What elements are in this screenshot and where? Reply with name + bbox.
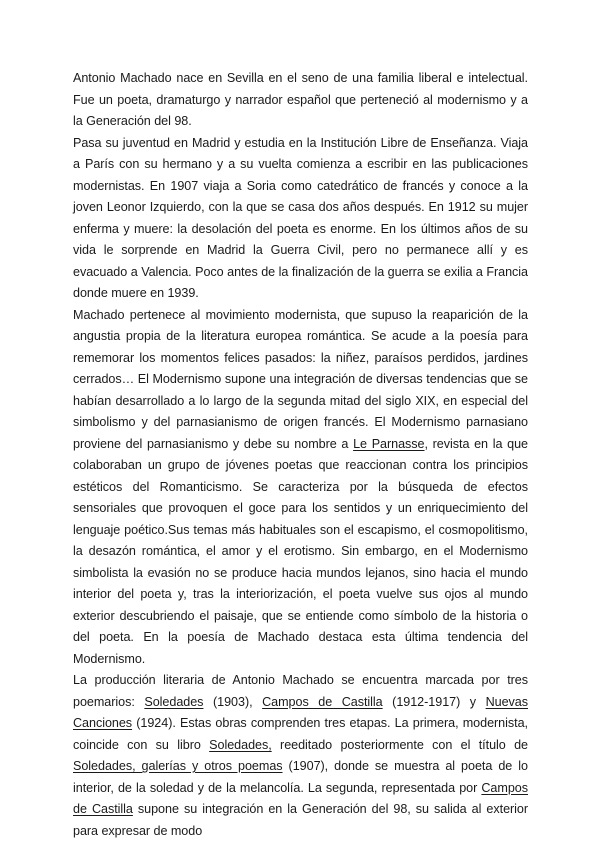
body-paragraph [73,670,528,842]
underlined-title: Soledades, galerías y otros poemas [73,759,283,773]
paragraph-text: supone su integración en la Generación del 98, su salida al exterior para expresar de modo [73,802,529,838]
paragraph-text: (1912-1917) y [382,694,486,709]
underlined-title: Soledades [144,694,204,709]
body-paragraph [73,305,528,671]
underlined-title: Nuevas Canciones [73,694,529,730]
paragraph-text: (1907), donde se muestra al poeta de lo interior, de la soledad y de la melancolía. La segunda, representada por [73,759,528,795]
underlined-title: Le Parnasse [353,436,425,451]
paragraph-text: Antonio Machado nace en Sevilla en el seno de una familia liberal e intelectual. Fue un poeta, dramaturgo y narrador español que perteneció al modernismo y a la Generación del 98. [73,71,528,128]
paragraph-text: Pasa su juventud en Madrid y estudia en la Institución Libre de Enseñanza. Viaja a París con su hermano y a su vuelta comienza a escribir en las publicaciones modernistas. En 1907 viaja a Soria como catedrático de francés y conoce a la joven Leonor Izquierdo, con la que se casa dos años después. En 1912 su mujer enferma y muere: la desolación del poeta es enorme. En los últimos años de su vida le sorprende en Madrid la Guerra Civil, pero no permanece allí y es evacuado a Valencia. Poco antes de la finalización de la guerra se exilia a Francia donde muere en 1939. [73,135,528,300]
paragraph-text: La producción literaria de Antonio Machado se encuentra marcada por tres poemarios: [73,673,528,709]
paragraph-text: Machado pertenece al movimiento modernista, que supuso la reaparición de la angustia propia de la literatura europea romántica. Se acude a la poesía para rememorar los momentos felices pasados: la niñez, paraísos perdidos, jardines cerrados… El Modernismo supone una integración de diversas tendencias que se habían desarrollado a lo largo de la segunda mitad del siglo XIX, en especial del simbolismo y del parnasianismo de origen francés. El Modernismo parnasiano proviene del parnasianismo y debe su nombre a [73,307,528,451]
underlined-title: Soledades, [209,737,272,752]
underlined-title: Campos de Castilla [262,694,383,709]
document-body [73,68,528,842]
body-paragraph [73,133,528,305]
underlined-title: Campos de Castilla [73,780,528,816]
paragraph-text: (1924). Estas obras comprenden tres etapas. La primera, modernista, coincide con su libro [73,716,528,752]
paragraph-text: reeditado posteriormente con el título de [271,737,528,752]
body-paragraph [73,68,528,133]
paragraph-text: , revista en la que colaboraban un grupo de jóvenes poetas que reaccionan contra los principios estéticos del Romanticismo. Se caracteriza por la búsqueda de efectos sensoriales que provoquen el goce para los sentidos y un enriquecimiento del lenguaje poético.Sus temas más habituales son el escapismo, el cosmopolitismo, la desazón romántica, el amor y el erotismo. Sin embargo, en el Modernismo simbolista la evasión no se produce hacia mundos lejanos, sino hacia el mundo interior del poeta y, tras la interiorización, el poeta vuelve sus ojos al mundo exterior descubriendo el paisaje, que se entiende como símbolo de la historia o del poeta. En la poesía de Machado destaca esta última tendencia del Modernismo. [73,436,528,666]
paragraph-text: (1903), [203,694,263,709]
